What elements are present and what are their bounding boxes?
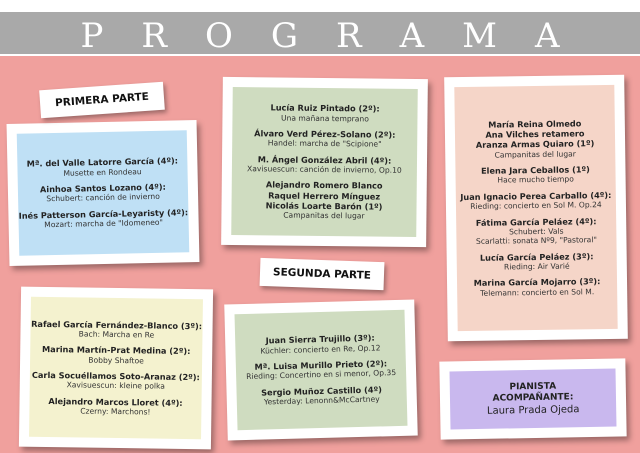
card-middle-top-content (231, 87, 418, 237)
performer-name: Raquel Herrero Mínguez (268, 190, 381, 202)
piece-title: Schubert: canción de invierno (46, 192, 160, 204)
list-item (48, 396, 182, 418)
piece-title: Rieding: concierto en Sol M. Op.24 (470, 200, 602, 211)
list-item (19, 207, 189, 230)
piece-title: Mozart: marcha de "Idomeneo" (44, 217, 164, 230)
performer-name: Fátima García Peláez (4º): (475, 215, 597, 228)
list-item (265, 180, 382, 221)
piece-title: Handel: marcha de "Scipione" (267, 138, 382, 149)
list-item (474, 277, 601, 299)
list-item (40, 182, 166, 204)
performer-name: Aranza Armas Quiaro (1º) (475, 138, 595, 151)
piece-title: Xavisuescun: canción de invierno, Op.10 (247, 164, 402, 175)
performer-name: Lucía Ruiz Pintado (2º): (270, 102, 380, 114)
list-item (480, 251, 594, 272)
list-item (260, 333, 381, 356)
card-segunda-parte (224, 300, 417, 441)
card-pianist-content (450, 369, 617, 430)
card-primera-parte (7, 120, 200, 266)
list-item (31, 318, 202, 340)
performer-name: Alejandro Marcos Lloret (4º): (48, 395, 183, 408)
pianist-name: Laura Prada Ojeda (486, 404, 580, 418)
piece-title: Una mañana temprano (280, 113, 369, 123)
performer-name: Alejandro Romero Blanco (265, 179, 383, 192)
list-item (476, 118, 595, 160)
piece-title: Rieding: Air Varié (503, 261, 570, 272)
list-item (254, 128, 395, 149)
piece-title: Hace mucho tiempo (497, 174, 574, 185)
performer-name: Carla Socuéllamos Soto-Aranaz (2º): (31, 369, 200, 383)
card-right-content (454, 85, 617, 331)
piece-title: Scarlatti: sonata Nº9, "Pastoral" (475, 235, 597, 247)
piece-title: Bach: Marcha en Re (78, 329, 155, 340)
card-bottom-left-content (29, 297, 203, 439)
performer-name: M. Ángel González Abril (4º): (257, 154, 392, 166)
list-item (32, 370, 200, 392)
performer-name: Ana Vilches retamero (485, 128, 585, 140)
performer-name: Juan Ignacio Perea Carballo (4º): (460, 189, 612, 202)
performer-name: Nicolás Loarte Barón (1º) (265, 200, 383, 212)
list-item (42, 344, 191, 366)
list-item (481, 164, 590, 185)
performer-name: Mª. del Valle Latorre García (4º): (26, 155, 179, 169)
card-middle-top (221, 77, 428, 247)
title-bar (0, 12, 640, 54)
piece-title: Czerny: Marchons! (80, 406, 151, 417)
piece-title: Küchler: concierto en Re, Op.12 (260, 343, 381, 356)
list-item (246, 358, 396, 382)
piece-title: Campanitas del lugar (283, 210, 365, 221)
list-item (27, 156, 179, 179)
performer-name: Marina Martín-Prat Medina (2º): (41, 344, 191, 357)
page-title: PROGRAMA (80, 16, 598, 56)
piece-title: Bobby Shaftoe (88, 355, 144, 365)
performer-name: Elena Jara Ceballos (1º) (480, 164, 590, 176)
piece-title: Musette en Rondeau (63, 166, 142, 178)
performer-name: Juan Sierra Trujillo (3º): (265, 332, 375, 346)
card-pianist (439, 358, 626, 439)
performer-name: María Reina Olmedo (488, 118, 582, 130)
piece-title: Telemann: concierto en Sol M. (480, 286, 595, 298)
piece-title: Yesterday: Lenonn&McCartney (263, 394, 380, 407)
piece-title: Xavisuescun: kleine polka (66, 380, 165, 391)
list-item (460, 190, 611, 212)
card-primera-parte-content (17, 130, 190, 256)
label-primera-parte: PRIMERA PARTE (39, 82, 165, 119)
card-segunda-parte-content (235, 310, 408, 430)
performer-name: Álvaro Verd Pérez-Solano (2º): (254, 128, 396, 140)
list-item (270, 103, 379, 124)
card-right (444, 75, 628, 341)
list-item (247, 154, 402, 175)
label-segunda-parte: SEGUNDA PARTE (260, 258, 385, 290)
performer-name: Rafael García Fernández-Blanco (3º): (31, 318, 203, 331)
piece-title: Rieding: Concertino en si menor, Op.35 (246, 368, 397, 382)
card-bottom-left (19, 287, 213, 450)
performer-name: Lucía García Peláez (3º): (479, 250, 594, 263)
performer-name: Inés Patterson García-Leyaristy (4º): (18, 207, 189, 221)
pianist-title-line1: PIANISTA (509, 381, 557, 393)
list-item (476, 216, 597, 247)
performer-name: Mª. Luisa Murillo Prieto (2º): (254, 358, 388, 372)
pianist-title-line2: ACOMPAÑANTE: (492, 391, 574, 404)
performer-name: Sergio Muñoz Castillo (4º) (261, 384, 382, 398)
piece-title: Campanitas del lugar (494, 148, 576, 160)
piece-title: Schubert: Vals (508, 226, 564, 237)
performer-name: Marina García Mojarro (3º): (473, 276, 601, 289)
performer-name: Ainhoa Santos Lozano (4º): (39, 181, 166, 195)
list-item (261, 384, 382, 407)
